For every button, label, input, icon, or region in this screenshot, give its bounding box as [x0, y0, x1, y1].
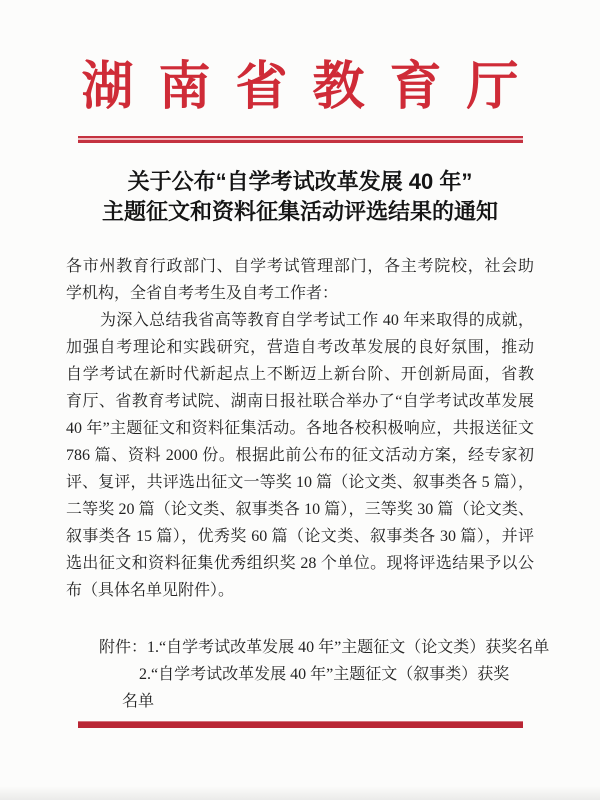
attachment-line: 名单 [122, 693, 155, 710]
notice-title-line-1: 关于公布“自学考试改革发展 40 年” [127, 169, 473, 194]
body-line: 学机构，全省自考考生及自考工作者： [66, 285, 339, 302]
body-line: 育厅、省教育考试院、湖南日报社联合举办了“自学考试改革发展 [66, 393, 534, 410]
body-line: 布（具体名单见附件）。 [66, 582, 235, 599]
body-line: 自学考试在新时代新起点上不断迈上新台阶、开创新局面，省教 [66, 366, 534, 383]
body-line: 评、复评，共评选出征文一等奖 10 篇（论文类、叙事类各 5 篇）， [66, 474, 534, 491]
letterhead-divider-line [78, 136, 523, 143]
body-line: 为深入总结我省高等教育自学考试工作 40 年来取得的成就， [100, 312, 534, 329]
body-line: 40 年”主题征文和资料征集活动。各地各校积极响应，共报送征文 [66, 420, 534, 437]
attachment-line: 附件：1.“自学考试改革发展 40 年”主题征文（论文类）获奖名单 [99, 639, 550, 656]
attachment-list [66, 634, 550, 715]
notice-body [66, 253, 534, 604]
footer-divider-line [78, 721, 523, 728]
body-line: 选出征文和资料征集优秀组织奖 28 个单位。现将评选结果予以公 [66, 555, 534, 572]
body-line: 叙事类各 15 篇），优秀奖 60 篇（论文类、叙事类各 30 篇），并评 [66, 528, 534, 545]
notice-title-line-2: 主题征文和资料征集活动评选结果的通知 [101, 199, 498, 224]
body-line: 加强自考理论和实践研究，营造自考改革发展的良好氛围，推动 [66, 339, 534, 356]
letterhead-agency-name: 湖南省教育厅 [81, 59, 544, 116]
notice-title [0, 167, 600, 227]
body-line: 各市州教育行政部门、自学考试管理部门，各主考院校，社会助 [66, 258, 534, 275]
body-line: 二等奖 20 篇（论文类、叙事类各 10 篇），三等奖 30 篇（论文类、 [66, 501, 534, 518]
body-line: 786 篇、资料 2000 份。根据此前公布的征文活动方案，经专家初 [66, 447, 534, 464]
attachment-line: 2.“自学考试改革发展 40 年”主题征文（叙事类）获奖 [139, 666, 510, 683]
